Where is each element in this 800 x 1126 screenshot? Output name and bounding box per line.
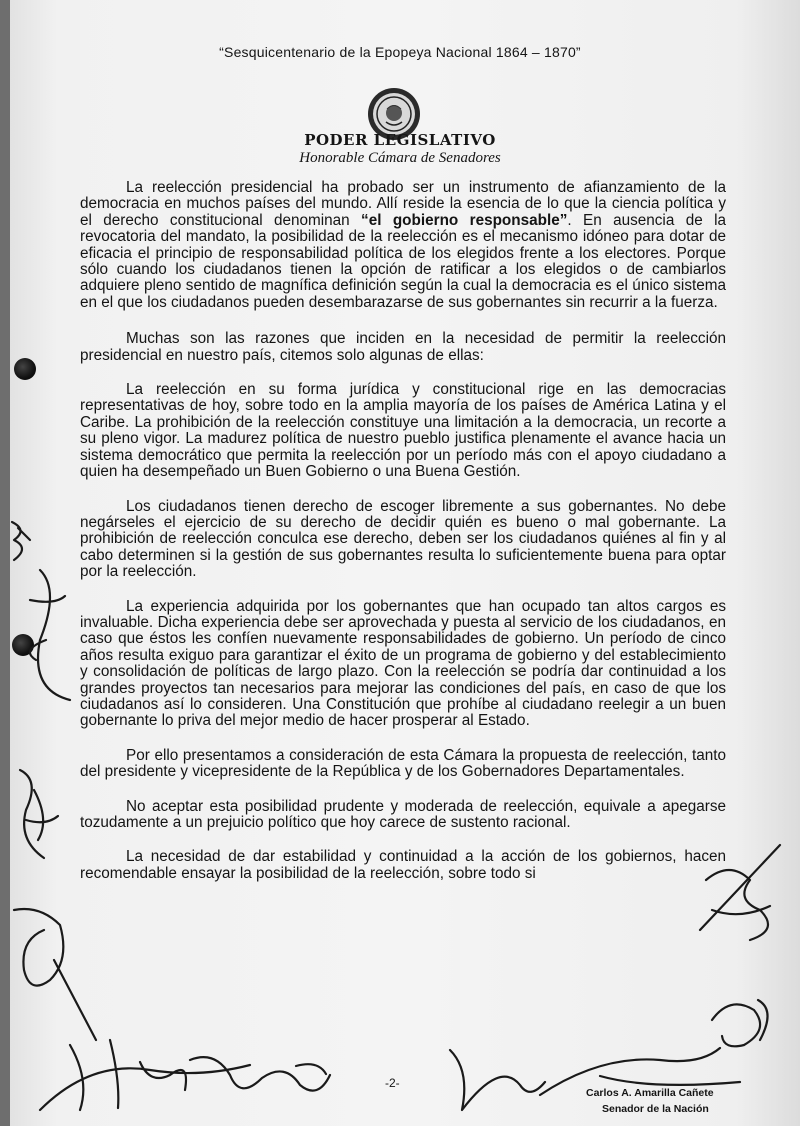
paragraph: La experiencia adquirida por los gobernantes que han ocupado tan altos cargos es invaluable. Dicha experiencia debe ser aprovechada y puesta al servicio de los ciudadanos, en caso que éstos les confíen nuevamente responsabilidades de gobierno. Un período de cinco años resulta exiguo para garantizar el éxito de un programa de gobierno y del establecimiento y consolidación de políticas de largo plazo. Con la reelección se podría dar continuidad a los grandes proyectos tan necesarios para mejorar las condiciones del país, en caso de que los ciudadanos así lo consideren. Una Constitución que prohíbe al ciudadano reelegir a un buen gobernante lo priva del mejor medio de hacer prosperar al Estado. (80, 597, 726, 730)
organization-title: PODER LEGISLATIVO (304, 131, 496, 149)
page-number: -2- (385, 1076, 400, 1090)
chamber-subtitle: Honorable Cámara de Senadores (299, 150, 501, 166)
signatory-title: Senador de la Nación (602, 1103, 709, 1115)
emphasis-term: “el gobierno responsable” (361, 211, 568, 229)
paragraph: Los ciudadanos tienen derecho de escoger libremente a sus gobernantes. No debe negárseles el ejercicio de su derecho de decidir quién es bueno o mal gobernante. La prohibición de reelección conculca ese derecho, deben ser los ciudadanos quiénes al fin y al cabo determinen si la gestión de sus gobernantes resulta lo suficientemente buena para optar por la reelección. (80, 497, 726, 581)
header-motto: “Sesquicentenario de la Epopeya Nacional 1864 – 1870” (219, 44, 581, 60)
punch-hole (14, 358, 36, 380)
paragraph: Por ello presentamos a consideración de esta Cámara la propuesta de reelección, tanto del presidente y vicepresidente de la República y de los Gobernadores Departamentales. (80, 746, 726, 781)
paragraph: No aceptar esta posibilidad prudente y moderada de reelección, equivale a apegarse tozudamente a un prejuicio político que hoy carece de sustento racional. (80, 797, 726, 831)
paragraph: La reelección en su forma jurídica y constitucional rige en las democracias representativas de hoy, sobre todo en la amplia mayoría de los países de América Latina y el Caribe. La prohibición de la reelección constituye una limitación a la democracia, un recorte a su pleno vigor. La madurez política de nuestro pueblo justifica plenamente el avance hacia un sistema democrático que permita la reelección por un período más con el apoyo ciudadano a quien ha desempeñado un Buen Gobierno o una Buena Gestión. (80, 381, 726, 481)
paragraph: La reelección presidencial ha probado ser un instrumento de afianzamiento de la democracia en muchos países del mundo. Allí reside la esencia de lo que la ciencia política y el derecho constitucional denominan “el gobierno responsable”. En ausencia de la revocatoria del mandato, la posibilidad de la reelección es el mecanismo idóneo para dotar de eficacia el principio de responsabilidad política de los elegidos frente a los electores. Porque sólo cuando los ciudadanos tienen la opción de ratificar a los elegidos o de cambiarlos adquiere pleno sentido de magnífica definición según la cual la democracia es el único sistema en el que los ciudadanos pueden desembarazarse de sus gobernantes sin recurrir a la fuerza. (80, 179, 726, 311)
punch-hole (12, 634, 34, 656)
paragraph: La necesidad de dar estabilidad y continuidad a la acción de los gobiernos, hacen recomendable ensayar la posibilidad de la reelección, sobre todo si (80, 848, 726, 882)
paragraph: Muchas son las razones que inciden en la necesidad de permitir la reelección presidencial en nuestro país, citemos solo algunas de ellas: (80, 330, 726, 364)
document-body (80, 180, 726, 900)
signatory-name: Carlos A. Amarilla Cañete (586, 1087, 714, 1099)
